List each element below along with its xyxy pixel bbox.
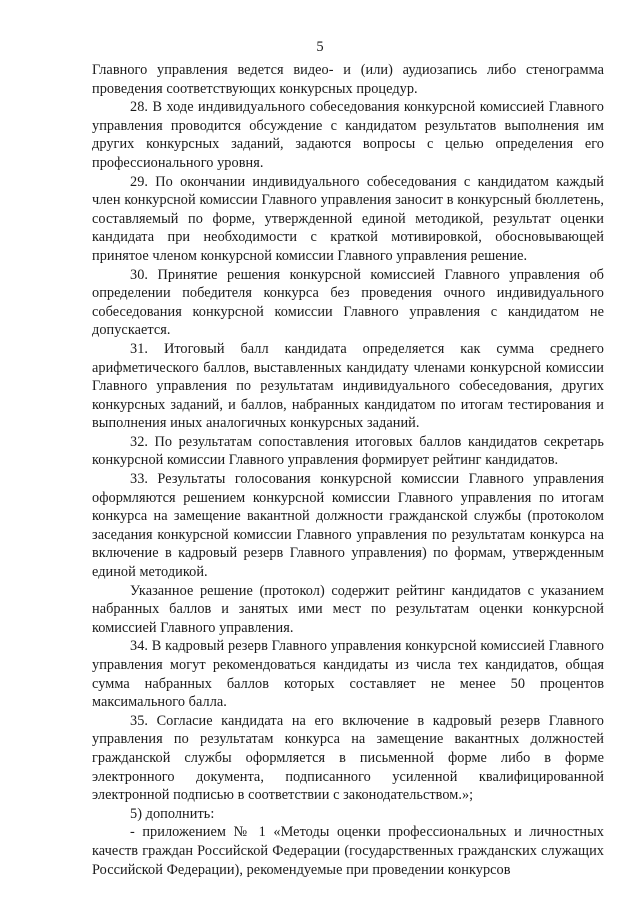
paragraph-33: 33. Результаты голосования конкурсной комиссии Главного управления оформляются решением конкурсной комиссии Главного управления по итогам конкурса на замещение вакантной должности гражданской службы (протоколом заседания конкурсной комиссии Главного управления по результатам конкурса на включение в кадровый резерв Главного управления) по формам, утвержденным единой методикой.: [92, 471, 604, 581]
paragraph-28: 28. В ходе индивидуального собеседования конкурсной комиссией Главного управления проводится обсуждение с кандидатом результатов выполнения им других конкурсных заданий, задаются вопросы с целью определения его профессионального уровня.: [92, 99, 604, 171]
paragraph-appendix-1: - приложением № 1 «Методы оценки профессиональных и личностных качеств граждан Российской Федерации (государственных гражданских служащих Российской Федерации), рекомендуемые при проведении конкурсов: [92, 824, 604, 878]
paragraph-29: 29. По окончании индивидуального собеседования с кандидатом каждый член конкурсной комиссии Главного управления заносит в конкурсный бюллетень, составляемый по форме, утвержденной единой методикой, результат оценки кандидата при необходимости с краткой мотивировкой, обосновывающей принятое членом конкурсной комиссии Главного управления решение.: [92, 173, 604, 264]
paragraph-32: 32. По результатам сопоставления итоговых баллов кандидатов секретарь конкурсной комиссии Главного управления формирует рейтинг кандидатов.: [92, 433, 604, 469]
paragraph-33-note: Указанное решение (протокол) содержит рейтинг кандидатов с указанием набранных баллов и занятых ими мест по результатам оценки конкурсной комиссией Главного управления.: [92, 582, 604, 636]
paragraph-continuation: Главного управления ведется видео- и (или) аудиозапись либо стенограмма проведения соответствующих конкурсных процедур.: [92, 62, 604, 97]
page-number: 5: [316, 39, 324, 55]
paragraph-30: 30. Принятие решения конкурсной комиссией Главного управления об определении победителя конкурса без проведения очного индивидуального собеседования конкурсной комиссии Главного управления с кандидатом не допускается.: [92, 266, 604, 339]
paragraph-34: 34. В кадровый резерв Главного управления конкурсной комиссией Главного управления могут рекомендоваться кандидаты из числа тех кандидатов, общая сумма набранных баллов которых составляет не менее 50 процентов максимального балла.: [92, 638, 604, 711]
paragraph-31: 31. Итоговый балл кандидата определяется как сумма среднего арифметического баллов, выставленных кандидату членами конкурсной комиссии Главного управления по результатам индивидуального собеседования, других конкурсных заданий, и баллов, набранных кандидатом по итогам тестирования и выполнения иных аналогичных конкурсных заданий.: [92, 340, 604, 432]
document-body: [92, 61, 604, 879]
paragraph-35: 35. Согласие кандидата на его включение в кадровый резерв Главного управления по результатам конкурса на замещение вакантных должностей гражданской службы оформляется в письменной форме либо в форме электронного документа, подписанного усиленной квалифицированной электронной подписью в соответствии с законодательством.»;: [92, 712, 604, 804]
paragraph-5-supplement: 5) дополнить:: [130, 805, 215, 822]
